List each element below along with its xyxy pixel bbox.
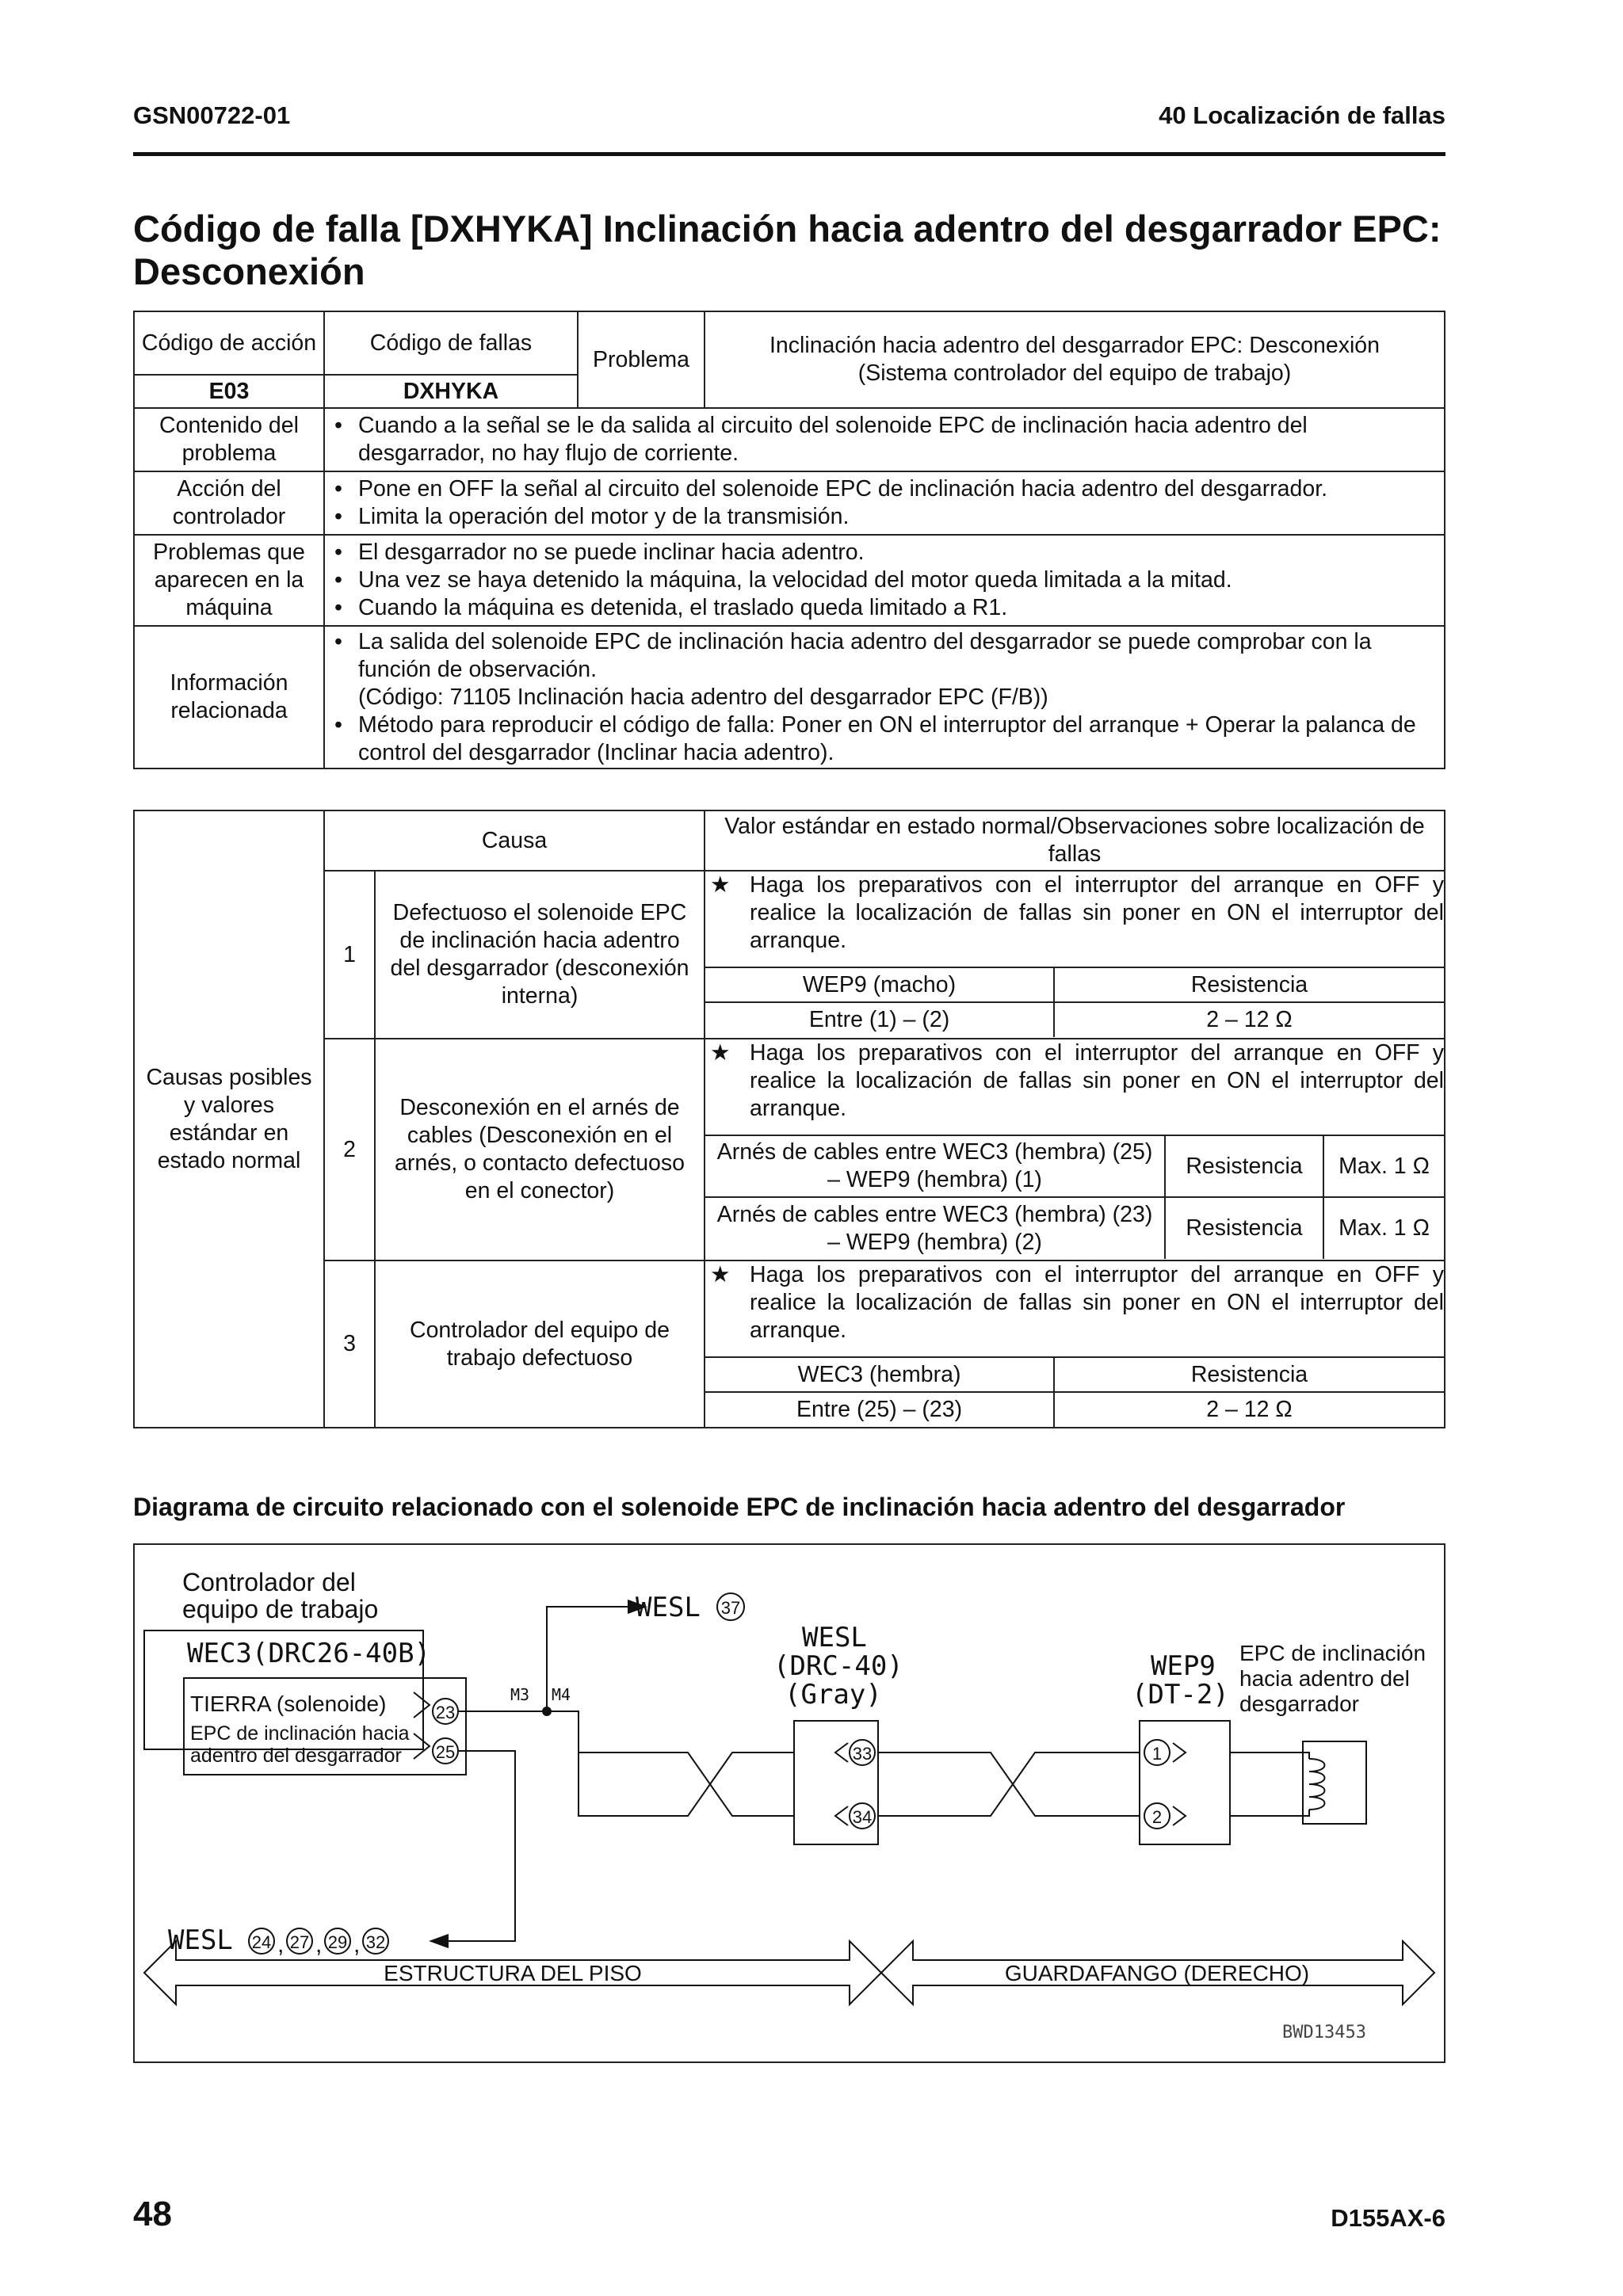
fender-label: GUARDAFANGO (DERECHO): [1004, 1961, 1310, 1985]
list-item: • Cuando a la señal se le da salida al circuito del solenoide EPC de inclinación hacia adentro del desgarrador, no hay flujo de corriente.: [331, 412, 1438, 467]
model-code: D155AX-6: [1331, 2204, 1445, 2232]
measurement-table: [705, 1135, 1444, 1259]
cause-text: Defectuoso el solenoide EPC de inclinación hacia adentro del desgarrador (desconexión interna): [375, 871, 705, 1039]
floor-label: ESTRUCTURA DEL PISO: [384, 1961, 642, 1985]
pin-label: 34: [852, 1807, 873, 1827]
measure-value: 2 – 12 Ω: [1054, 1392, 1444, 1427]
coil-icon: [1309, 1759, 1325, 1810]
wire-25: [579, 1711, 794, 1816]
wire-23: [458, 1711, 794, 1784]
measure-header: Resistencia: [1165, 1135, 1323, 1197]
measure-header: Resistencia: [1165, 1197, 1323, 1259]
cause-number: 3: [324, 1261, 375, 1428]
fault-code-header: Código de fallas: [324, 311, 578, 375]
cause-header: Causa: [324, 810, 705, 871]
row-label: Acción del controlador: [134, 471, 324, 535]
pin-label: 32: [365, 1932, 386, 1952]
cause-instruction: ★ Haga los preparativos con el interruptor del arranque en OFF y realice la localización de fallas sin poner en ON el interruptor del arranque.: [710, 1262, 1444, 1343]
wesl-bottom-label: WESL: [168, 1924, 233, 1956]
cause-instruction: ★ Haga los preparativos con el interruptor del arranque en OFF y realice la localización de fallas sin poner en ON el interruptor del arranque.: [710, 872, 1444, 953]
svg-text:,: ,: [353, 1932, 361, 1958]
solenoid-label: desgarrador: [1239, 1691, 1359, 1716]
measure-header: WEP9 (macho): [705, 967, 1054, 1002]
list-item: • Pone en OFF la señal al circuito del solenoide EPC de inclinación hacia adentro del desgarrador.: [331, 475, 1438, 503]
star-icon: ★: [710, 872, 731, 898]
pin-label: 2: [1151, 1807, 1163, 1827]
measurement-table: [705, 967, 1444, 1037]
measure-header: WEC3 (hembra): [705, 1357, 1054, 1392]
measure-value: Max. 1 Ω: [1323, 1135, 1444, 1197]
wep9-label: (DT-2): [1132, 1679, 1229, 1711]
fault-code-value: DXHYKA: [324, 375, 578, 408]
circuit-diagram: [133, 1543, 1445, 2063]
solenoid-wire: [1230, 1753, 1309, 1816]
tierra-label: TIERRA (solenoide): [190, 1691, 387, 1716]
svg-text:,: ,: [277, 1932, 285, 1958]
measure-value: Entre (1) – (2): [705, 1002, 1054, 1037]
controller-label: equipo de trabajo: [182, 1595, 379, 1623]
problem-description: [705, 311, 1445, 408]
row-label: Información relacionada: [134, 626, 324, 769]
svg-text:,: ,: [315, 1932, 323, 1958]
page-title: Código de falla [DXHYKA] Inclinación hacia adentro del desgarrador EPC: Desconexión: [133, 208, 1442, 292]
action-code-value: E03: [134, 375, 324, 408]
measure-value: 2 – 12 Ω: [1054, 1002, 1444, 1037]
m3-label: M3: [510, 1685, 530, 1704]
pin-label: 23: [435, 1703, 456, 1722]
solenoid-label: hacia adentro del: [1239, 1666, 1410, 1691]
wep9-label: WEP9: [1151, 1650, 1216, 1682]
pin-guides: [835, 1743, 848, 1825]
fault-info-table: [133, 311, 1445, 769]
measurement-table: [705, 1356, 1444, 1427]
list-item: • Cuando la máquina es detenida, el traslado queda limitado a R1.: [331, 594, 1438, 622]
problem-text-2: (Sistema controlador del equipo de trabajo): [857, 360, 1292, 386]
wire-to-wesl-bottom: [449, 1751, 515, 1941]
wesl-connector-label: (DRC-40): [773, 1650, 903, 1682]
wire-34: [878, 1784, 1140, 1816]
causes-side-label: Causas posibles y valores estándar en estado normal: [134, 810, 324, 1428]
arrow-left-icon: [431, 1935, 449, 1947]
wesl-connector-label: (Gray): [785, 1679, 882, 1711]
wesl-top-label: WESL: [636, 1592, 701, 1623]
pin-guides: [1173, 1743, 1186, 1825]
action-code-header: Código de acción: [134, 311, 324, 375]
solenoid-label: EPC de inclinación: [1239, 1641, 1426, 1665]
measure-value: Entre (25) – (23): [705, 1392, 1054, 1427]
cause-instruction: ★ Haga los preparativos con el interruptor del arranque en OFF y realice la localización de fallas sin poner en ON el interruptor del arranque.: [710, 1040, 1444, 1121]
star-icon: ★: [710, 1262, 731, 1287]
problem-text-1: Inclinación hacia adentro del desgarrador EPC: Desconexión: [769, 333, 1380, 358]
page-number: 48: [133, 2195, 172, 2233]
causes-table: [133, 810, 1445, 1428]
cause-number: 2: [324, 1039, 375, 1261]
solenoid-box: [1303, 1741, 1366, 1824]
header-rule: [133, 152, 1445, 156]
cause-text: Controlador del equipo de trabajo defectuoso: [375, 1261, 705, 1428]
list-item: • El desgarrador no se puede inclinar hacia adentro.: [331, 539, 1438, 566]
value-header: Valor estándar en estado normal/Observaciones sobre localización de fallas: [705, 810, 1445, 871]
pin-label: 1: [1151, 1744, 1163, 1764]
wire-33: [878, 1753, 1140, 1784]
epc-label: adentro del desgarrador: [190, 1745, 402, 1767]
list-item: • Método para reproducir el código de falla: Poner en ON el interruptor del arranque + Operar la palanca de control del desgarrador (Inclinar hacia adentro).: [331, 711, 1438, 767]
measure-header: Resistencia: [1054, 967, 1444, 1002]
row-label: Problemas que aparecen en la máquina: [134, 535, 324, 626]
list-item: • Una vez se haya detenido la máquina, la velocidad del motor queda limitada a la mitad.: [331, 566, 1438, 594]
measure-value: Max. 1 Ω: [1323, 1197, 1444, 1259]
wec3-label: WEC3(DRC26-40B): [187, 1638, 431, 1669]
star-icon: ★: [710, 1040, 731, 1066]
circuit-svg: [135, 1545, 1444, 2061]
pin-label: 29: [327, 1932, 348, 1952]
pin-label: 24: [251, 1932, 272, 1952]
cause-text: Desconexión en el arnés de cables (Desconexión en el arnés, o contacto defectuoso en el conector): [375, 1039, 705, 1261]
measure-value: Arnés de cables entre WEC3 (hembra) (25) – WEP9 (hembra) (1): [705, 1135, 1165, 1197]
row-label: Contenido del problema: [134, 408, 324, 471]
wesl-connector-label: WESL: [802, 1622, 867, 1653]
pin-label: 25: [435, 1742, 456, 1762]
problem-header: Problema: [578, 311, 705, 408]
figure-code: BWD13453: [1282, 2023, 1366, 2042]
list-item: • Limita la operación del motor y de la transmisión.: [331, 503, 1438, 531]
document-code: GSN00722-01: [133, 101, 291, 129]
section-title: 40 Localización de fallas: [1159, 101, 1445, 129]
epc-label: EPC de inclinación hacia: [190, 1722, 410, 1745]
list-item: • La salida del solenoide EPC de inclinación hacia adentro del desgarrador se puede comprobar con la función de observación. (Código: 71105 Inclinación hacia adentro del desgarrador EPC (F/B)): [331, 628, 1438, 711]
pin-label: 27: [289, 1932, 310, 1952]
m4-label: M4: [552, 1685, 571, 1704]
measure-value: Arnés de cables entre WEC3 (hembra) (23) – WEP9 (hembra) (2): [705, 1197, 1165, 1259]
cause-number: 1: [324, 871, 375, 1039]
controller-label: Controlador del: [182, 1568, 356, 1596]
diagram-title: Diagrama de circuito relacionado con el solenoide EPC de inclinación hacia adentro del desgarrador: [133, 1493, 1346, 1521]
pin-label: 33: [852, 1744, 873, 1764]
measure-header: Resistencia: [1054, 1357, 1444, 1392]
pin-label: 37: [720, 1598, 741, 1618]
